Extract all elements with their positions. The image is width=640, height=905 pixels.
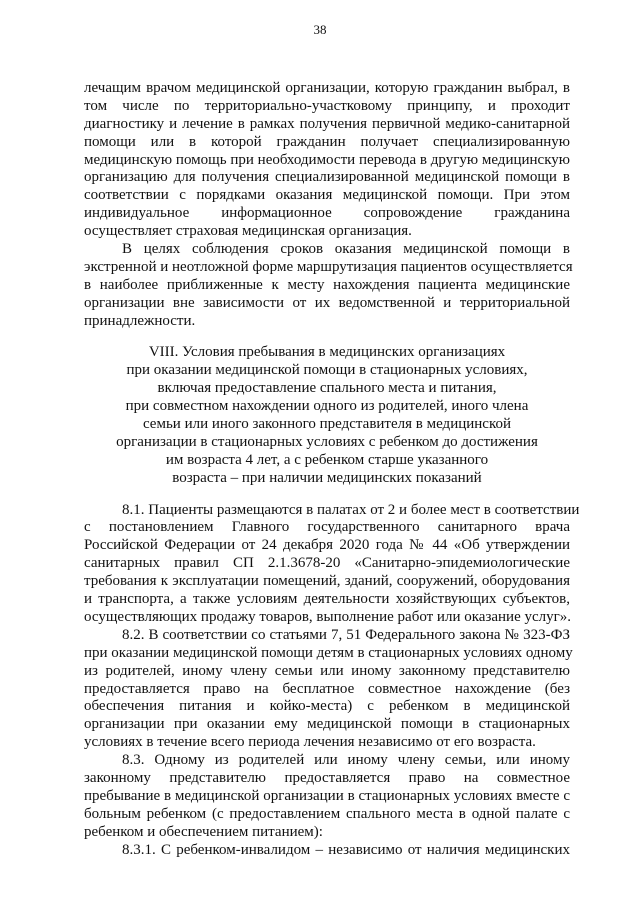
text-line: законному представителю предоставляется право на совместное: [84, 769, 570, 786]
text-line: принадлежности.: [84, 312, 196, 329]
paragraph-8-3: [84, 752, 570, 841]
text-line: Российской Федерации от 24 декабря 2020 года № 44 «Об утверждении: [84, 537, 570, 554]
text-line: с постановлением Главного государственного санитарного врача: [84, 519, 570, 536]
text-line: из родителей, иному члену семьи или иному законному представителю: [84, 662, 570, 679]
text-line: пребывание в медицинской организации в стационарных условиях вместе с: [84, 787, 570, 804]
text-line: при оказании медицинской помощи детям в стационарных условиях одному: [84, 644, 573, 661]
text-line: лечащим врачом медицинской организации, которую гражданин выбрал, в: [84, 80, 570, 96]
text-line: 8.3.1. С ребенком-инвалидом – независимо от наличия медицинских: [122, 841, 570, 858]
text-line: осуществляет страховая медицинская организация.: [84, 223, 412, 240]
text-line: и транспорта, а также условиям деятельности хозяйствующих субъектов,: [84, 591, 570, 608]
text-line: индивидуальное информационное сопровождение гражданина: [84, 205, 570, 222]
text-line: организации при оказании ему медицинской помощи в стационарных: [84, 716, 570, 733]
text-line: том числе по территориально-участковому принципу, и проходит: [84, 97, 570, 114]
text-line: условиях в течение всего периода лечения независимо от его возраста.: [84, 734, 536, 751]
text-line: больным ребенком (с предоставлением спального места в одной палате с: [84, 805, 570, 822]
text-line: организацию для получения специализированной медицинской помощи в: [84, 169, 570, 186]
heading-line: организации в стационарных условиях с ребенком до достижения: [116, 433, 538, 450]
text-line: требования к эксплуатации помещений, зданий, сооружений, оборудования: [84, 573, 570, 590]
heading-line: при совместном нахождении одного из родителей, иного члена: [125, 398, 529, 415]
paragraph-routing: [84, 241, 573, 330]
text-line: обеспечения питания и койко-места) с ребенком в медицинской: [84, 698, 570, 715]
text-line: ребенком и обеспечением питанием):: [84, 823, 323, 840]
text-line: В целях соблюдения сроков оказания медицинской помощи в: [122, 241, 570, 258]
heading-line: семьи или иного законного представителя в медицинской: [142, 416, 512, 433]
paragraph-8-1: [84, 501, 580, 627]
text-line: осуществляющих продажу товаров, выполнение работ или оказание услуг».: [84, 608, 572, 625]
page-number: 38: [313, 22, 327, 37]
paragraph-treating-physician: [84, 80, 570, 241]
text-line: соответствии с порядками оказания медицинской помощи. При этом: [84, 187, 570, 204]
heading-line: возраста – при наличии медицинских показаний: [172, 469, 482, 486]
text-line: помощи или в которой гражданин получает специализированную: [84, 133, 570, 150]
section-heading-viii: [84, 344, 570, 487]
paragraph-8-3-1: [84, 842, 570, 860]
document-body: [84, 80, 580, 859]
text-line: предоставляется право на бесплатное совместное нахождение (без: [84, 680, 570, 697]
text-line: диагностику и лечение в рамках получения первичной медико-санитарной: [84, 115, 570, 132]
text-line: экстренной и неотложной форме маршрутизация пациентов осуществляется: [84, 258, 573, 275]
heading-line: при оказании медицинской помощи в стационарных условиях,: [126, 362, 528, 379]
text-line: 8.1. Пациенты размещаются в палатах от 2 и более мест в соответствии: [122, 501, 580, 518]
text-line: 8.3. Одному из родителей или иному члену семьи, или иному: [122, 752, 570, 769]
text-line: в наиболее приближенные к месту нахождения пациента медицинские: [84, 276, 570, 293]
text-line: медицинскую помощь при необходимости перевода в другую медицинскую: [84, 151, 570, 168]
paragraph-8-2: [84, 626, 573, 752]
text-line: организации вне зависимости от их ведомственной и территориальной: [84, 294, 570, 311]
text-line: 8.2. В соответствии со статьями 7, 51 Федерального закона № 323-ФЗ: [122, 626, 570, 643]
text-line: санитарных правил СП 2.1.3678-20 «Санитарно-эпидемиологические: [84, 555, 570, 572]
heading-line: VIII. Условия пребывания в медицинских организациях: [148, 344, 506, 361]
heading-line: им возраста 4 лет, а с ребенком старше указанного: [165, 451, 489, 468]
heading-line: включая предоставление спального места и питания,: [157, 380, 497, 397]
